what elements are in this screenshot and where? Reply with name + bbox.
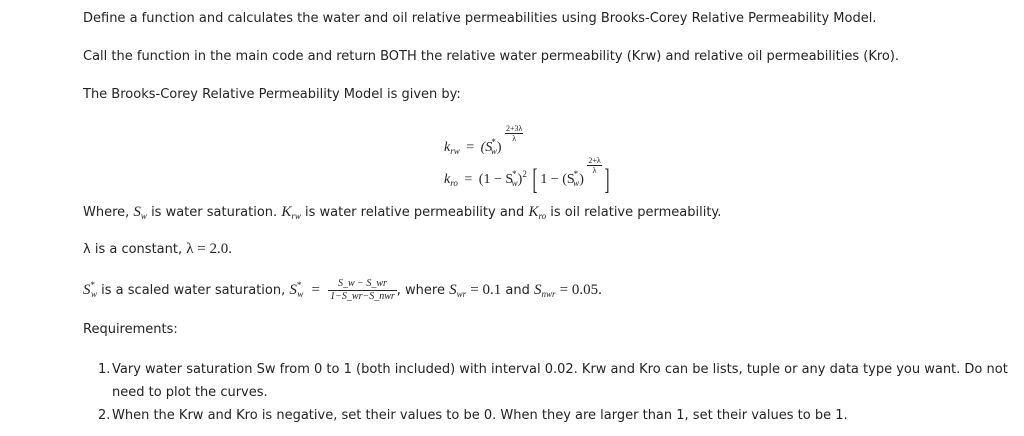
intro-line-1: Define a function and calculates the water and oil relative permeabilities using Brooks-Corey Relative Permeability Model.: [83, 11, 877, 26]
scaled-saturation-line: $S^*_w$ is a scaled water saturation, $S^*_w$ = $\frac{S\_w - S\_wr}{\text{1−S\_wr−S\_nwr}}$ , where $S_{wr} = 0.1$ and $S_{nwr} = 0.05$.: [83, 278, 602, 302]
intro-line-2: Call the function in the main code and return BOTH the relative water permeability (Krw) and relative oil permeabilities (Kro).: [83, 49, 900, 64]
where-line: Where, $S_w$ is water saturation. $K_{rw}$ is water relative permeability and $K_{ro}$ is oil relative permeability.: [83, 204, 722, 221]
kro-bracket-open: [: [532, 162, 538, 196]
requirements-list: [98, 358, 1008, 427]
requirements-heading: Requirements:: [83, 322, 178, 337]
kro-exponent: $\frac{2+\lambda}{\lambda}$: [588, 156, 601, 175]
equation-kro: $k_{ro} = (1 - S^*_w)^2$ [ $1 - (S^*_w)$ $\frac{2+\lambda}{\lambda}$ ]: [444, 156, 610, 196]
intro-line-3: The Brooks-Corey Relative Permeability Model is given by:: [83, 87, 461, 102]
krw-exponent: $\frac{2+3\lambda}{\lambda}$: [506, 124, 523, 143]
list-item: 1. Vary water saturation Sw from 0 to 1 (both included) with interval 0.02. Krw and Kro can be lists, tuple or any data type you want. Do not need to plot the curves.: [98, 362, 1008, 400]
equation-krw: $k_{rw} = (S^*_w)$ $\frac{2+3\lambda}{\lambda}$: [444, 124, 523, 156]
list-item: 2. When the Krw and Kro is negative, set their values to be 0. When they are larger than 1, set their values to be 1.: [98, 408, 848, 423]
lambda-line: λ is a constant, λ = 2.0.: [83, 241, 232, 257]
kro-bracket-close: ]: [604, 162, 610, 196]
scaled-saturation-fraction: $\frac{S\_w - S\_wr}{\text{1−S\_wr−S\_nwr}}$: [330, 278, 395, 302]
